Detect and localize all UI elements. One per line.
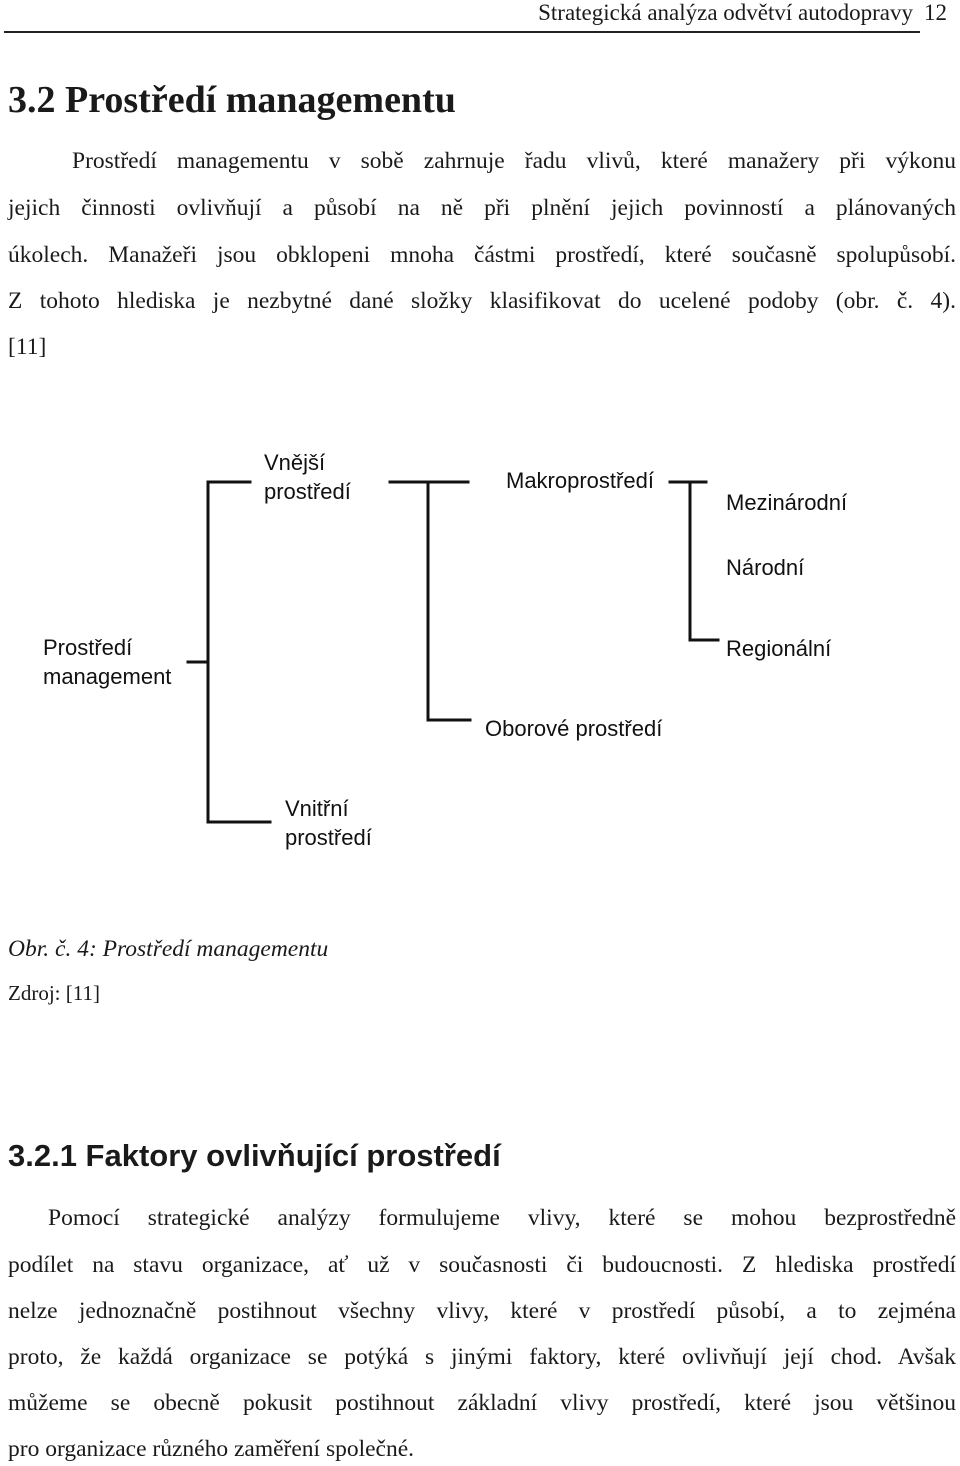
paragraph-line: úkolech. Manažeři jsou obklopeni mnoha částmi prostředí, které současně spolupůsobí. bbox=[8, 242, 956, 268]
section-heading: 3.2 Prostředí managementu bbox=[8, 79, 456, 121]
page-number: 12 bbox=[924, 0, 947, 25]
level-national: Národní bbox=[726, 555, 805, 580]
paragraph-line: proto, že každá organizace se potýká s jinými faktory, které ovlivňují její chod. Avšak bbox=[8, 1344, 956, 1370]
paragraph-line: podílet na stavu organizace, ať už v současnosti či budoucnosti. Z hlediska prostředí bbox=[8, 1252, 956, 1278]
subsection-heading: 3.2.1 Faktory ovlivňující prostředí bbox=[8, 1138, 501, 1173]
running-title: Strategická analýza odvětví autodopravy bbox=[538, 0, 913, 25]
management-environment-diagram bbox=[0, 430, 960, 870]
paragraph-line: Prostředí managementu v sobě zahrnuje řadu vlivů, které manažery při výkonu bbox=[72, 148, 956, 174]
running-header bbox=[480, 0, 955, 30]
figure-source: Zdroj: [11] bbox=[8, 981, 100, 1005]
paragraph-line: jejich činnosti ovlivňují a působí na ně při plnění jejich povinností a plánovaných bbox=[8, 195, 956, 221]
level-regional: Regionální bbox=[726, 636, 832, 661]
industry-environment-label: Oborové prostředí bbox=[485, 716, 663, 741]
macro-environment-label: Makroprostředí bbox=[506, 468, 654, 493]
figure-caption: Obr. č. 4: Prostředí managementu bbox=[8, 936, 329, 962]
root-node-label: Prostředí management bbox=[43, 635, 172, 689]
header-rule bbox=[4, 31, 920, 33]
paragraph-line: můžeme se obecně pokusit postihnout základní vlivy prostředí, které jsou většinou bbox=[8, 1390, 956, 1416]
paragraph-line: [11] bbox=[8, 334, 47, 360]
paragraph-line: nelze jednoznačně postihnout všechny vlivy, které v prostředí působí, a to zejména bbox=[8, 1298, 956, 1324]
level-international: Mezinárodní bbox=[726, 490, 848, 515]
paragraph-line: Z tohoto hlediska je nezbytné dané složky klasifikovat do ucelené podoby (obr. č. 4). bbox=[8, 288, 956, 314]
paragraph-line: pro organizace různého zaměření společné. bbox=[8, 1436, 415, 1462]
internal-environment-label: Vnitřní prostředí bbox=[285, 796, 372, 850]
paragraph-line: Pomocí strategické analýzy formulujeme vlivy, které se mohou bezprostředně bbox=[48, 1205, 956, 1231]
external-environment-label: Vnější prostředí bbox=[264, 450, 351, 504]
